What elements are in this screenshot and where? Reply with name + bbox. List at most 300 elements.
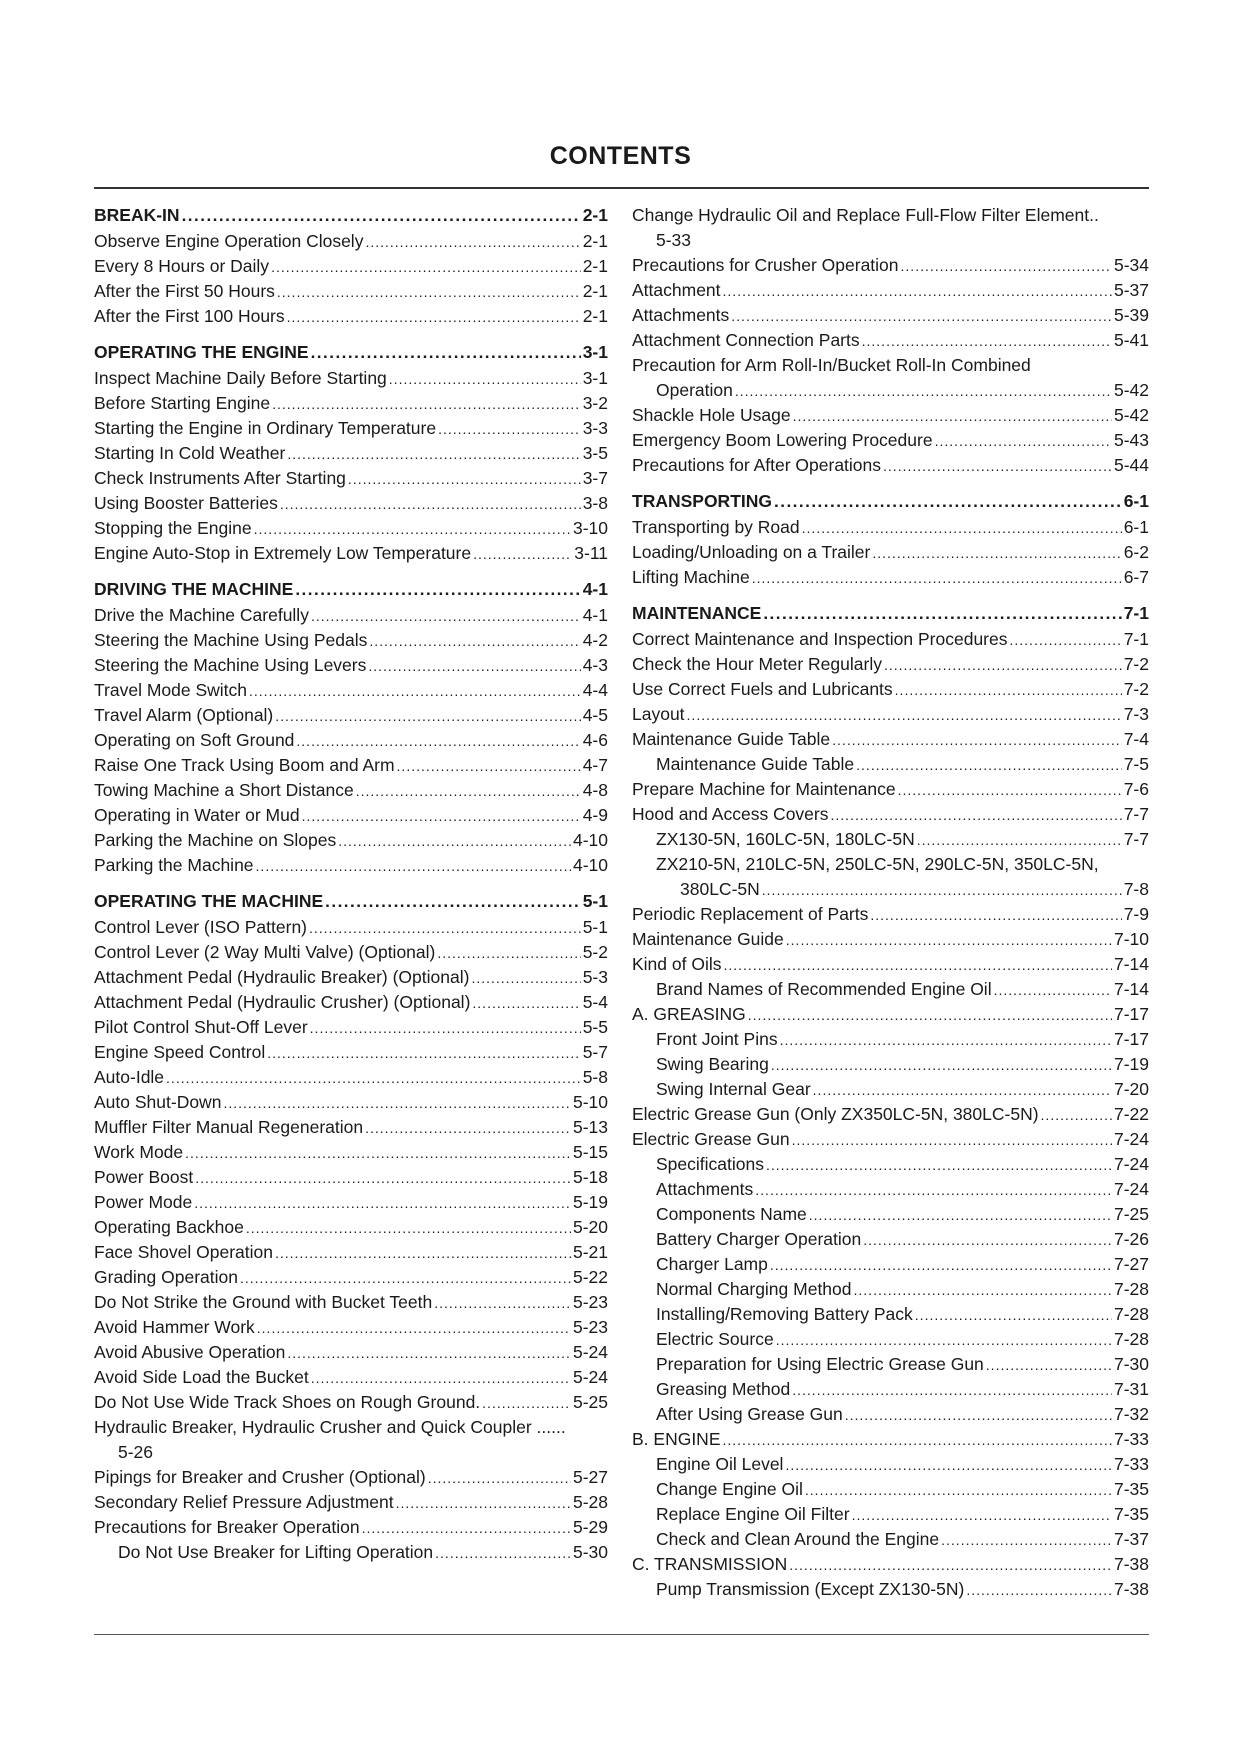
entry-text: Auto-Idle — [94, 1067, 165, 1087]
leader-dots — [195, 1166, 571, 1191]
entry-text: Attachment Pedal (Hydraulic Breaker) (Optional) — [94, 967, 470, 987]
toc-entry[interactable] — [632, 453, 1149, 478]
entry-text: Muffler Filter Manual Regeneration — [94, 1117, 364, 1137]
page-number: 7-24 — [1113, 1179, 1149, 1199]
leader-dots — [898, 778, 1122, 803]
toc-entry[interactable] — [94, 853, 608, 878]
entry-text: Control Lever (2 Way Multi Valve) (Optional) — [94, 942, 436, 962]
toc-section-operating-engine[interactable] — [94, 340, 608, 366]
leader-dots — [434, 1291, 571, 1316]
toc-entry[interactable] — [632, 1477, 1149, 1502]
page-number: 5-8 — [582, 1067, 608, 1087]
entry-text: After Using Grease Gun — [656, 1404, 843, 1424]
toc-entry[interactable] — [94, 828, 608, 853]
page-number: 4-2 — [582, 630, 608, 650]
page-number: 5-44 — [1113, 455, 1149, 475]
leader-dots — [396, 1491, 571, 1516]
toc-entry[interactable] — [94, 516, 608, 541]
toc-entry[interactable] — [94, 491, 608, 516]
entry-text: Change Engine Oil — [656, 1479, 803, 1499]
toc-entry[interactable] — [632, 1527, 1149, 1552]
page-number: 5-5 — [582, 1017, 608, 1037]
toc-entry[interactable] — [94, 728, 608, 753]
toc-entry[interactable] — [94, 1140, 608, 1165]
leader-dots — [935, 429, 1112, 454]
toc-entry[interactable] — [94, 965, 608, 990]
entry-text: Auto Shut-Down — [94, 1092, 222, 1112]
page-number: 5-15 — [572, 1142, 608, 1162]
section-heading: OPERATING THE MACHINE — [94, 891, 324, 911]
section-heading: MAINTENANCE — [632, 603, 762, 623]
leader-dots — [731, 304, 1112, 329]
entry-text: Lifting Machine — [632, 567, 750, 587]
toc-entry[interactable] — [94, 1090, 608, 1115]
entry-text: Pipings for Breaker and Crusher (Optional) — [94, 1467, 426, 1487]
leader-dots — [397, 754, 581, 779]
toc-entry[interactable] — [94, 279, 608, 304]
leader-dots — [389, 367, 581, 392]
page-number: 4-1 — [582, 605, 608, 625]
toc-entry[interactable] — [632, 1352, 1149, 1377]
entry-text: Precautions for After Operations — [632, 455, 882, 475]
entry-text: Swing Internal Gear — [656, 1079, 811, 1099]
page-number: 7-6 — [1123, 779, 1149, 799]
toc-section-transporting[interactable] — [632, 489, 1149, 515]
entry-text: Charger Lamp — [656, 1254, 768, 1274]
leader-dots — [762, 878, 1122, 903]
page-number: 7-20 — [1113, 1079, 1149, 1099]
toc-entry[interactable] — [94, 441, 608, 466]
toc-entry[interactable] — [632, 253, 1149, 278]
entry-text: Prepare Machine for Maintenance — [632, 779, 896, 799]
page-number: 4-3 — [582, 655, 608, 675]
leader-dots — [895, 678, 1122, 703]
leader-dots — [287, 442, 580, 467]
page-number: 4-10 — [572, 855, 608, 875]
leader-dots — [723, 953, 1111, 978]
toc-entry[interactable] — [632, 1552, 1149, 1577]
page-number: 4-5 — [582, 705, 608, 725]
page-number: 4-4 — [582, 680, 608, 700]
page-number: 2-1 — [582, 306, 608, 326]
page-number: 4-10 — [572, 830, 608, 850]
toc-right-column — [632, 203, 1149, 1602]
page-number: 7-31 — [1113, 1379, 1149, 1399]
entry-text: Steering the Machine Using Pedals — [94, 630, 368, 650]
leader-dots — [368, 654, 580, 679]
toc-entry[interactable] — [632, 1177, 1149, 1202]
toc-entry[interactable] — [94, 753, 608, 778]
leader-dots — [770, 1253, 1112, 1278]
toc-entry[interactable] — [632, 1427, 1149, 1452]
leader-dots — [246, 1216, 571, 1241]
toc-entry[interactable] — [632, 1402, 1149, 1427]
page-number: 7-7 — [1123, 829, 1149, 849]
leader-dots — [311, 340, 581, 365]
entry-text: Use Correct Fuels and Lubricants — [632, 679, 893, 699]
entry-text: Hydraulic Breaker, Hydraulic Crusher and Quick Coupler ...... — [94, 1417, 566, 1437]
entry-text: Operating Backhoe — [94, 1217, 244, 1237]
leader-dots — [884, 653, 1122, 678]
page-number: 7-14 — [1113, 954, 1149, 974]
page-number: 7-28 — [1113, 1279, 1149, 1299]
leader-dots — [437, 941, 580, 966]
top-divider — [94, 187, 1149, 189]
toc-entry[interactable] — [94, 803, 608, 828]
entry-text: Correct Maintenance and Inspection Procedures — [632, 629, 1008, 649]
entry-text: Raise One Track Using Boom and Arm — [94, 755, 395, 775]
entry-text: Transporting by Road — [632, 517, 800, 537]
entry-text: Attachments — [632, 305, 730, 325]
leader-dots — [845, 1403, 1112, 1428]
toc-entry[interactable] — [632, 1127, 1149, 1152]
toc-entry[interactable] — [94, 678, 608, 703]
toc-entry[interactable] — [94, 915, 608, 940]
entry-text: Using Booster Batteries — [94, 493, 278, 513]
page-number: 5-42 — [1113, 405, 1149, 425]
toc-entry[interactable] — [94, 703, 608, 728]
entry-text: Replace Engine Oil Filter — [656, 1504, 850, 1524]
entry-text: Steering the Machine Using Levers — [94, 655, 367, 675]
toc-entry[interactable] — [632, 428, 1149, 453]
toc-entry[interactable] — [94, 1315, 608, 1340]
entry-text: Engine Oil Level — [656, 1454, 784, 1474]
entry-text: Pilot Control Shut-Off Lever — [94, 1017, 308, 1037]
toc-entry[interactable] — [632, 1027, 1149, 1052]
toc-entry[interactable] — [94, 229, 608, 254]
page-number: 3-11 — [574, 543, 608, 563]
toc-entry[interactable] — [632, 902, 1149, 927]
entry-text: Face Shovel Operation — [94, 1242, 273, 1262]
page-number: 7-33 — [1113, 1454, 1149, 1474]
leader-dots — [287, 305, 581, 330]
toc-entry[interactable] — [632, 278, 1149, 303]
page-number: 7-2 — [1123, 654, 1149, 674]
leader-dots — [275, 1241, 571, 1266]
toc-list — [94, 1465, 608, 1540]
page-number: 7-33 — [1113, 1429, 1149, 1449]
leader-dots — [1010, 628, 1122, 653]
entry-text: Greasing Method — [656, 1379, 791, 1399]
toc-entry[interactable] — [632, 403, 1149, 428]
toc-entry[interactable] — [94, 1115, 608, 1140]
leader-dots — [223, 1091, 571, 1116]
page-number: 7-24 — [1113, 1154, 1149, 1174]
toc-entry[interactable] — [94, 1290, 608, 1315]
entry-text: Precautions for Crusher Operation — [632, 255, 899, 275]
entry-text: Electric Grease Gun — [632, 1129, 790, 1149]
toc-entry[interactable] — [632, 1052, 1149, 1077]
leader-dots — [356, 779, 581, 804]
toc-entry[interactable] — [94, 254, 608, 279]
toc-list — [632, 253, 1149, 353]
toc-entry[interactable] — [94, 653, 608, 678]
entry-text: Battery Charger Operation — [656, 1229, 862, 1249]
leader-dots — [915, 1303, 1112, 1328]
toc-entry[interactable] — [632, 802, 1149, 827]
toc-entry[interactable] — [94, 1365, 608, 1390]
page-number: 2-1 — [582, 231, 608, 251]
page-number: 4-7 — [582, 755, 608, 775]
toc-entry[interactable] — [94, 990, 608, 1015]
page-number: 2-1 — [582, 281, 608, 301]
toc-entry[interactable] — [632, 677, 1149, 702]
entry-text: Normal Charging Method — [656, 1279, 852, 1299]
entry-text: Brand Names of Recommended Engine Oil — [656, 979, 992, 999]
leader-dots — [166, 1066, 581, 1091]
toc-list — [632, 403, 1149, 478]
toc-entry[interactable] — [94, 778, 608, 803]
toc-entry[interactable] — [94, 366, 608, 391]
entry-text: Operating on Soft Ground — [94, 730, 295, 750]
toc-entry[interactable] — [632, 1202, 1149, 1227]
entry-text: B. ENGINE — [632, 1429, 721, 1449]
toc-entry[interactable] — [632, 727, 1149, 752]
entry-text: Electric Source — [656, 1329, 774, 1349]
toc-entry[interactable] — [94, 1540, 608, 1565]
page-number: 7-17 — [1113, 1004, 1149, 1024]
page-number: 5-18 — [572, 1167, 608, 1187]
leader-dots — [348, 467, 581, 492]
toc-entry[interactable] — [632, 827, 1149, 852]
toc-entry[interactable] — [632, 1077, 1149, 1102]
toc-section-operating-machine[interactable] — [94, 889, 608, 915]
toc-entry[interactable] — [94, 304, 608, 329]
page-number: 7-24 — [1113, 1129, 1149, 1149]
toc-entry[interactable] — [632, 1002, 1149, 1027]
leader-dots — [240, 1266, 571, 1291]
leader-dots — [755, 1178, 1112, 1203]
toc-entry[interactable] — [632, 1502, 1149, 1527]
toc-list — [94, 366, 608, 566]
leader-dots — [267, 1041, 580, 1066]
leader-dots — [272, 392, 581, 417]
page-number: 5-19 — [572, 1192, 608, 1212]
entry-text: Secondary Relief Pressure Adjustment — [94, 1492, 394, 1512]
toc-entry[interactable] — [632, 565, 1149, 590]
toc-entry[interactable] — [94, 416, 608, 441]
page-number: 2-1 — [582, 205, 608, 225]
leader-dots — [832, 728, 1122, 753]
entry-text: Inspect Machine Daily Before Starting — [94, 368, 387, 388]
toc-entry[interactable] — [632, 952, 1149, 977]
toc-entry[interactable] — [632, 1152, 1149, 1177]
page-number: 5-34 — [1113, 255, 1149, 275]
entry-text: Check the Hour Meter Regularly — [632, 654, 882, 674]
toc-list — [94, 229, 608, 329]
leader-dots — [311, 1366, 571, 1391]
toc-entry[interactable] — [632, 540, 1149, 565]
page-number: 7-37 — [1113, 1529, 1149, 1549]
toc-entry[interactable] — [632, 303, 1149, 328]
toc-entry[interactable] — [94, 1015, 608, 1040]
entry-text: Parking the Machine — [94, 855, 254, 875]
entry-text: C. TRANSMISSION — [632, 1554, 788, 1574]
leader-dots — [809, 1203, 1112, 1228]
leader-dots — [185, 1141, 571, 1166]
entry-text: Starting In Cold Weather — [94, 443, 286, 463]
toc-section-break-in[interactable] — [94, 203, 608, 229]
entry-text: Before Starting Engine — [94, 393, 271, 413]
page-number: 7-14 — [1113, 979, 1149, 999]
page-number: 5-39 — [1113, 305, 1149, 325]
leader-dots — [296, 729, 580, 754]
toc-entry[interactable] — [632, 652, 1149, 677]
page-number: 7-10 — [1113, 929, 1149, 949]
toc-entry[interactable] — [632, 927, 1149, 952]
page-number: 5-20 — [572, 1217, 608, 1237]
page-number: 5-23 — [572, 1292, 608, 1312]
entry-text: Drive the Machine Carefully — [94, 605, 309, 625]
leader-dots — [365, 1116, 571, 1141]
page-number: 5-29 — [572, 1517, 608, 1537]
toc-entry[interactable] — [94, 1490, 608, 1515]
toc-section-driving[interactable] — [94, 577, 608, 603]
entry-text: ZX130-5N, 160LC-5N, 180LC-5N — [656, 829, 915, 849]
page-number: 5-24 — [572, 1367, 608, 1387]
page-number: 7-17 — [1113, 1029, 1149, 1049]
page-number: 7-5 — [1123, 754, 1149, 774]
toc-entry[interactable] — [632, 1452, 1149, 1477]
toc-entry[interactable] — [632, 1102, 1149, 1127]
leader-dots — [986, 1353, 1112, 1378]
entry-text: Specifications — [656, 1154, 764, 1174]
toc-entry[interactable] — [94, 541, 608, 566]
toc-entry[interactable] — [94, 1240, 608, 1265]
leader-dots — [735, 379, 1112, 404]
page-number: 4-6 — [582, 730, 608, 750]
toc-entry[interactable] — [632, 515, 1149, 540]
toc-entry[interactable] — [94, 1215, 608, 1240]
toc-entry[interactable] — [94, 1190, 608, 1215]
toc-entry-hydraulic-breaker[interactable] — [94, 1415, 608, 1465]
toc-entry[interactable] — [94, 466, 608, 491]
toc-entry-change-hydraulic-oil[interactable] — [632, 203, 1149, 253]
entry-text: A. GREASING — [632, 1004, 746, 1024]
entry-text: Stopping the Engine — [94, 518, 252, 538]
leader-dots — [883, 454, 1112, 479]
page-number: 5-42 — [1113, 380, 1149, 400]
toc-entry[interactable] — [632, 1577, 1149, 1602]
toc-entry[interactable] — [94, 1165, 608, 1190]
toc-entry[interactable] — [94, 1340, 608, 1365]
leader-dots — [438, 417, 581, 442]
toc-entry[interactable] — [632, 1277, 1149, 1302]
entry-text: Parking the Machine on Slopes — [94, 830, 337, 850]
entry-text: ZX210-5N, 210LC-5N, 250LC-5N, 290LC-5N, 350LC-5N, — [656, 854, 1099, 874]
toc-entry[interactable] — [632, 328, 1149, 353]
toc-entry[interactable] — [94, 1265, 608, 1290]
page-number: 5-37 — [1113, 280, 1149, 300]
entry-text: Front Joint Pins — [656, 1029, 778, 1049]
entry-text: Shackle Hole Usage — [632, 405, 791, 425]
entry-text: Maintenance Guide Table — [632, 729, 831, 749]
page-number: 7-1 — [1123, 629, 1149, 649]
entry-text: Do Not Use Wide Track Shoes on Rough Ground. — [94, 1392, 481, 1412]
entry-text: Power Boost — [94, 1167, 194, 1187]
page-number: 7-35 — [1113, 1504, 1149, 1524]
leader-dots — [473, 542, 572, 567]
leader-dots — [482, 1391, 571, 1416]
toc-entry[interactable] — [94, 1040, 608, 1065]
leader-dots — [435, 1541, 571, 1566]
toc-entry[interactable] — [632, 627, 1149, 652]
bottom-divider — [94, 1634, 1149, 1635]
page-number: 7-27 — [1113, 1254, 1149, 1274]
toc-list — [632, 902, 1149, 1602]
toc-entry[interactable] — [94, 1515, 608, 1540]
entry-text: Hood and Access Covers — [632, 804, 829, 824]
leader-dots — [275, 704, 580, 729]
leader-dots — [793, 404, 1112, 429]
page-title: CONTENTS — [549, 142, 692, 170]
page-number: 4-8 — [582, 780, 608, 800]
page-number: 7-28 — [1113, 1329, 1149, 1349]
toc-entry[interactable] — [94, 391, 608, 416]
leader-dots — [257, 1316, 571, 1341]
toc-entry[interactable] — [94, 940, 608, 965]
page-number: 7-1 — [1123, 603, 1149, 623]
toc-entry[interactable] — [94, 1065, 608, 1090]
leader-dots — [471, 966, 580, 991]
section-heading: BREAK-IN — [94, 205, 180, 225]
page-number: 5-4 — [582, 992, 608, 1012]
leader-dots — [302, 804, 581, 829]
toc-entry[interactable] — [632, 752, 1149, 777]
leader-dots — [872, 541, 1121, 566]
leader-dots — [254, 517, 571, 542]
toc-list — [632, 515, 1149, 590]
leader-dots — [295, 577, 580, 602]
toc-entry-roll-in[interactable] — [632, 353, 1149, 403]
entry-text: Control Lever (ISO Pattern) — [94, 917, 307, 937]
entry-text: Kind of Oils — [632, 954, 722, 974]
leader-dots — [831, 803, 1122, 828]
page-number: 5-23 — [572, 1317, 608, 1337]
toc-entry[interactable] — [632, 1302, 1149, 1327]
leader-dots — [309, 916, 581, 941]
toc-entry[interactable] — [632, 1227, 1149, 1252]
entry-text: After the First 50 Hours — [94, 281, 275, 301]
toc-entry[interactable] — [632, 777, 1149, 802]
toc-entry[interactable] — [94, 1390, 608, 1415]
toc-entry[interactable] — [632, 1377, 1149, 1402]
toc-entry[interactable] — [632, 1252, 1149, 1277]
toc-entry[interactable] — [94, 628, 608, 653]
entry-text: Emergency Boom Lowering Procedure — [632, 430, 933, 450]
leader-dots — [870, 903, 1121, 928]
toc-entry[interactable] — [632, 702, 1149, 727]
entry-text: Avoid Side Load the Bucket — [94, 1367, 309, 1387]
entry-text: Loading/Unloading on a Trailer — [632, 542, 871, 562]
toc-entry[interactable] — [94, 603, 608, 628]
toc-section-maintenance[interactable] — [632, 601, 1149, 627]
toc-entry[interactable] — [94, 1465, 608, 1490]
toc-entry-zx210[interactable] — [632, 852, 1149, 902]
page-number: 7-35 — [1113, 1479, 1149, 1499]
page-number: 5-22 — [572, 1267, 608, 1287]
leader-dots — [687, 703, 1122, 728]
entry-text: After the First 100 Hours — [94, 306, 285, 326]
entry-text: Avoid Hammer Work — [94, 1317, 255, 1337]
toc-list — [94, 915, 608, 1415]
toc-entry[interactable] — [632, 977, 1149, 1002]
page-number: 5-24 — [572, 1342, 608, 1362]
section-heading: TRANSPORTING — [632, 491, 772, 511]
page-number: 7-26 — [1113, 1229, 1149, 1249]
leader-dots — [325, 889, 581, 914]
toc-entry[interactable] — [632, 1327, 1149, 1352]
